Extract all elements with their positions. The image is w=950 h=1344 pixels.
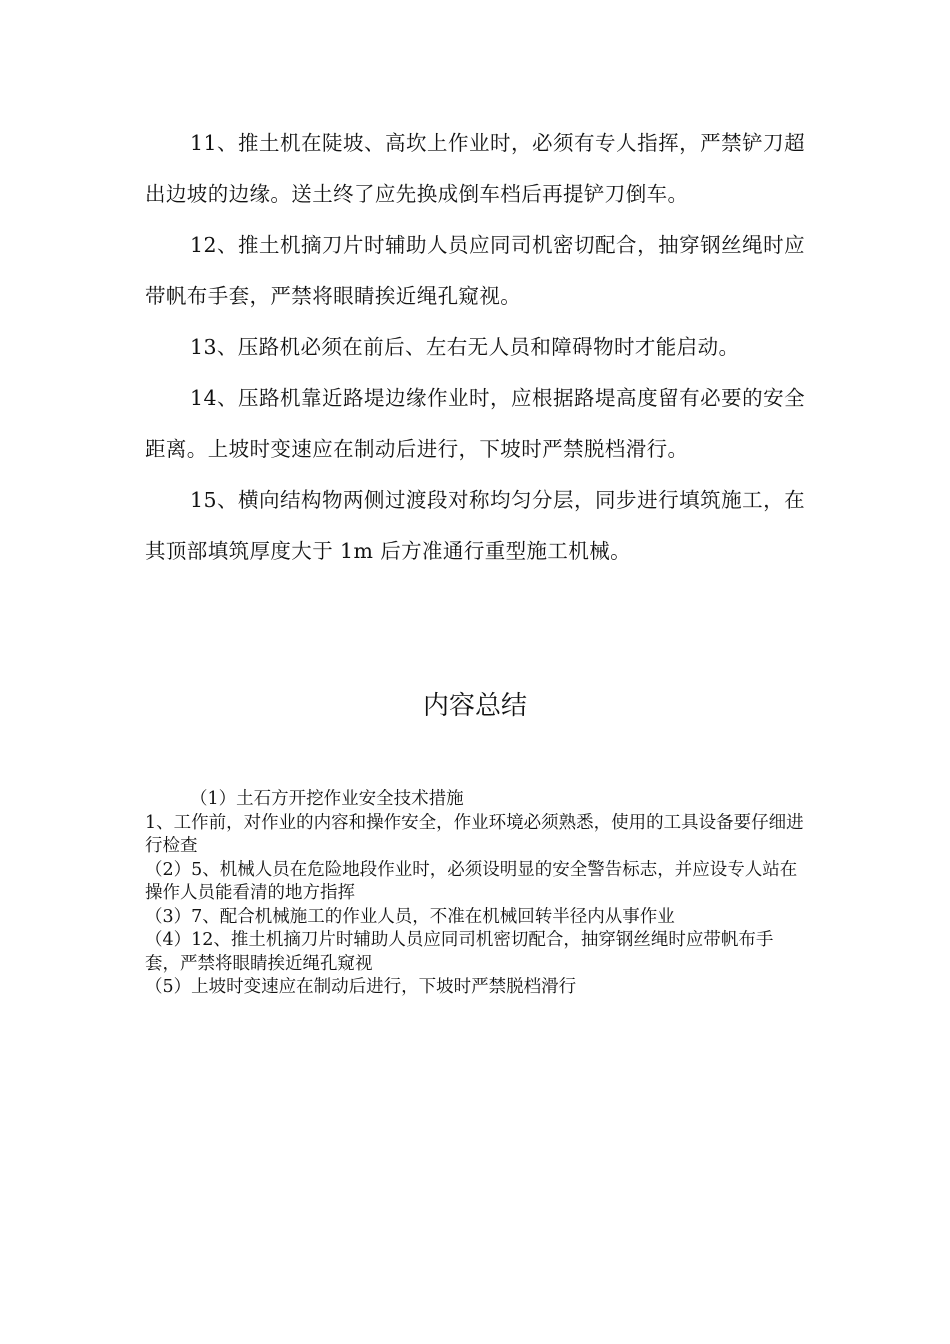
- paragraph-13: 13、压路机必须在前后、左右无人员和障碍物时才能启动。: [190, 335, 740, 359]
- paragraph-11: 11、推土机在陡坡、高坎上作业时，必须有专人指挥，严禁铲刀超出边坡的边缘。送土终了应先换成倒车档后再提铲刀倒车。: [145, 131, 805, 206]
- summary-title: 内容总结: [422, 691, 527, 721]
- summary-item: （4）12、推土机摘刀片时辅助人员应同司机密切配合，抽穿钢丝绳时应带帆布手套，严禁将眼睛挨近绳孔窥视: [145, 930, 774, 974]
- paragraph-14: 14、压路机靠近路堤边缘作业时，应根据路堤高度留有必要的安全距离。上坡时变速应在制动后进行，下坡时严禁脱档滑行。: [145, 386, 805, 461]
- summary-item: （3）7、配合机械施工的作业人员，不准在机械回转半径内从事作业: [145, 906, 675, 927]
- summary-item: （2）5、机械人员在危险地段作业时，必须设明显的安全警告标志，并应设专人站在操作人员能看清的地方指挥: [145, 859, 798, 903]
- summary-item: （5）上坡时变速应在制动后进行，下坡时严禁脱档滑行: [145, 977, 577, 997]
- summary-item: （1）土石方开挖作业安全技术措施: [190, 789, 464, 809]
- paragraph-12: 12、推土机摘刀片时辅助人员应同司机密切配合，抽穿钢丝绳时应带帆布手套，严禁将眼睛挨近绳孔窥视。: [145, 233, 805, 308]
- body-text: [145, 118, 805, 577]
- paragraph-15: 15、横向结构物两侧过渡段对称均匀分层，同步进行填筑施工，在其顶部填筑厚度大于 1m 后方准通行重型施工机械。: [145, 488, 805, 563]
- summary-list: [145, 788, 805, 1000]
- summary-item: 1、工作前，对作业的内容和操作安全，作业环境必须熟悉，使用的工具设备要仔细进行检查: [145, 812, 804, 856]
